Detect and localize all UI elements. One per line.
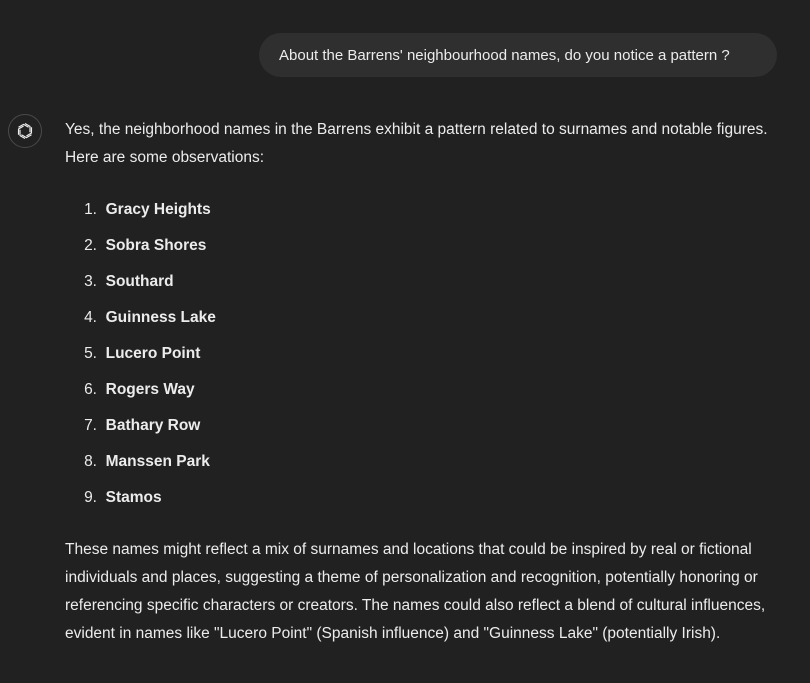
list-number: 7.: [84, 417, 97, 434]
list-item: [65, 300, 785, 336]
list-item: [65, 264, 785, 300]
list-item: [65, 480, 785, 516]
list-item: [65, 372, 785, 408]
list-item: [65, 228, 785, 264]
list-number: 5.: [84, 345, 97, 362]
list-name: Southard: [105, 273, 174, 290]
neighborhood-list: [65, 192, 785, 516]
assistant-avatar: [8, 114, 42, 148]
list-item: [65, 408, 785, 444]
list-number: 1.: [84, 201, 97, 218]
response-conclusion: These names might reflect a mix of surnames and locations that could be inspired by real or fictional individuals and places, suggesting a theme of personalization and recognition, potentially honoring or referencing specific characters or creators. The names could also reflect a blend of cultural influences, evident in names like "Lucero Point" (Spanish influence) and "Guinness Lake" (potentially Irish).: [65, 541, 766, 642]
list-name: Manssen Park: [105, 453, 210, 470]
list-name: Stamos: [105, 489, 162, 506]
list-name: Gracy Heights: [105, 201, 211, 218]
list-number: 6.: [84, 381, 97, 398]
list-number: 8.: [84, 453, 97, 470]
openai-logo-icon: [15, 121, 35, 141]
list-name: Sobra Shores: [105, 237, 207, 254]
list-number: 3.: [84, 273, 97, 290]
list-item: [65, 444, 785, 480]
list-item: [65, 336, 785, 372]
list-name: Bathary Row: [105, 417, 201, 434]
user-message-bubble: [259, 33, 777, 77]
user-message-text: About the Barrens' neighbourhood names, do you notice a pattern ?: [279, 46, 730, 64]
list-number: 2.: [84, 237, 97, 254]
list-number: 4.: [84, 309, 97, 326]
list-item: [65, 192, 785, 228]
response-intro: Yes, the neighborhood names in the Barrens exhibit a pattern related to surnames and notable figures. Here are some observations:: [65, 121, 768, 166]
list-name: Lucero Point: [105, 345, 201, 362]
list-number: 9.: [84, 489, 97, 506]
assistant-response: [65, 116, 785, 648]
list-name: Rogers Way: [105, 381, 195, 398]
list-name: Guinness Lake: [105, 309, 216, 326]
